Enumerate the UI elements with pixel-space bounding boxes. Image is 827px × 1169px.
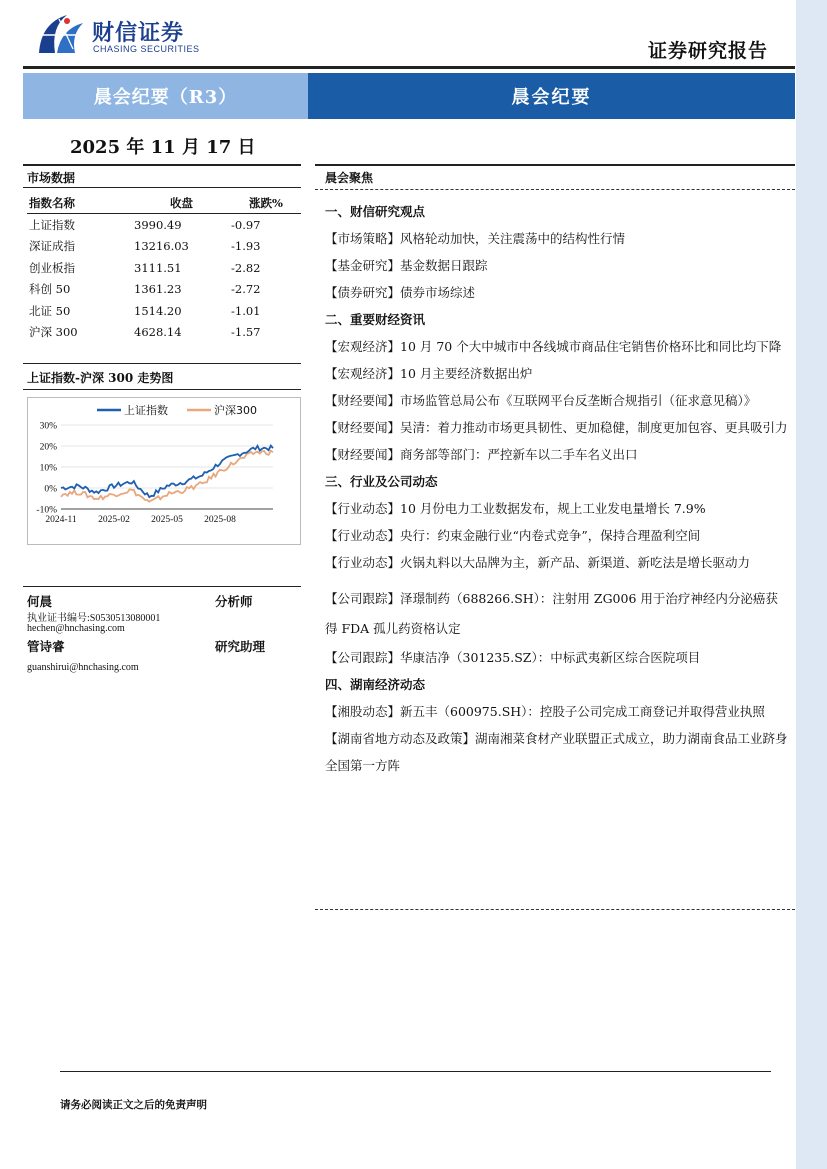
table-row — [27, 322, 301, 344]
table-row — [27, 214, 301, 236]
market-top-rule — [23, 164, 301, 166]
footer-rule — [60, 1071, 771, 1072]
index-change: -2.72 — [231, 282, 261, 297]
index-name: 北证 50 — [29, 303, 71, 318]
index-close: 1514.20 — [134, 303, 182, 318]
index-change: -1.57 — [231, 325, 261, 340]
table-row — [27, 236, 301, 258]
index-name: 深证成指 — [29, 239, 75, 254]
x-tick-label: 2024-11 — [45, 515, 77, 525]
x-tick-label: 2025-02 — [98, 515, 130, 525]
col-header-close: 收盘 — [134, 193, 229, 214]
y-tick-label: 20% — [39, 442, 57, 453]
index-change: -1.01 — [231, 303, 261, 318]
index-name: 沪深 300 — [29, 325, 78, 340]
col-header-name: 指数名称 — [27, 193, 134, 214]
market-title-rule — [23, 187, 301, 188]
analyst-role: 分析师 — [215, 594, 253, 609]
table-row — [27, 279, 301, 301]
news-item: 【债券研究】债券市场综述 — [325, 285, 476, 300]
news-item: 【公司跟踪】华康洁净（301235.SZ）：中标武夷新区综合医院项目 — [325, 650, 701, 665]
right-side-strip — [796, 0, 827, 1169]
x-tick-label: 2025-08 — [204, 515, 236, 525]
news-item: 【基金研究】基金数据日跟踪 — [325, 258, 488, 273]
market-table — [27, 193, 301, 343]
analyst-name: 何晨 — [27, 594, 53, 609]
analyst-cert: 执业证书编号:S0530513080001 — [27, 613, 161, 624]
section-heading: 一、财信研究观点 — [325, 204, 426, 219]
focus-title-rule — [315, 189, 795, 190]
index-change: -1.93 — [231, 239, 261, 254]
assistant-email[interactable]: guanshirui@hnchasing.com — [27, 662, 139, 673]
news-item: 【宏观经济】10 月主要经济数据出炉 — [325, 366, 533, 381]
chart-title: 上证指数-沪深 300 走势图 — [27, 371, 174, 385]
x-tick-label: 2025-05 — [151, 515, 183, 525]
focus-title: 晨会聚焦 — [325, 171, 374, 185]
index-name: 创业板指 — [29, 260, 75, 275]
trend-chart — [27, 397, 301, 545]
section-heading: 二、重要财经资讯 — [325, 312, 426, 327]
band-right-title: 晨会纪要 — [308, 73, 795, 119]
y-tick-label: 10% — [39, 463, 57, 474]
y-tick-label: 30% — [39, 421, 57, 432]
table-row — [27, 257, 301, 279]
index-change: -0.97 — [231, 217, 261, 232]
assistant-role: 研究助理 — [215, 639, 266, 654]
index-close: 13216.03 — [134, 239, 189, 254]
index-name: 上证指数 — [29, 217, 75, 232]
chart-bottom-rule — [23, 586, 301, 587]
index-close: 1361.23 — [134, 282, 182, 297]
index-close: 3990.49 — [134, 217, 182, 232]
legend-label: 沪深300 — [214, 404, 257, 417]
index-name: 科创 50 — [29, 282, 71, 297]
section-heading: 三、行业及公司动态 — [325, 474, 438, 489]
index-close: 3111.51 — [134, 260, 182, 275]
analyst-block — [27, 592, 301, 676]
analyst-email[interactable]: hechen@hnchasing.com — [27, 623, 125, 634]
y-tick-label: 0% — [44, 484, 57, 495]
logo-mark-icon — [37, 13, 85, 57]
index-change: -2.82 — [231, 260, 261, 275]
news-item: 【行业动态】火锅丸料以大品牌为主，新产品、新渠道、新吃法是增长驱动力 — [325, 555, 751, 570]
focus-top-rule — [315, 164, 795, 166]
footer-disclaimer: 请务必阅读正文之后的免责声明 — [60, 1099, 207, 1111]
assistant-name: 管诗睿 — [27, 639, 65, 654]
news-item: 【行业动态】央行：约束金融行业“内卷式竞争”，保持合理盈利空间 — [325, 528, 701, 543]
news-item: 【湖南省地方动态及政策】湖南湘菜食材产业联盟正式成立，助力湖南食品工业跻身全国第一方阵 — [325, 731, 788, 773]
news-item: 【财经要闻】吴清：着力推动市场更具韧性、更加稳健，制度更加包容、更具吸引力 — [325, 420, 788, 435]
focus-content — [325, 198, 790, 779]
news-item: 【公司跟踪】泽璟制药（688266.SH）：注射用 ZG006 用于治疗神经内分泌癌获得 FDA 孤儿药资格认定 — [325, 591, 778, 636]
y-tick-label: -10% — [36, 505, 57, 516]
report-type-label: 证券研究报告 — [648, 40, 769, 62]
band-left-title: 晨会纪要（R3） — [23, 73, 308, 119]
table-row — [27, 300, 301, 322]
market-title: 市场数据 — [27, 171, 76, 185]
legend-label: 上证指数 — [124, 404, 168, 417]
news-item: 【行业动态】10 月份电力工业数据发布，规上工业发电量增长 7.9% — [325, 501, 706, 516]
logo-text-cn: 财信证券 — [92, 21, 185, 46]
header-rule — [23, 66, 795, 69]
news-item: 【财经要闻】市场监管总局公布《互联网平台反垄断合规指引（征求意见稿）》 — [325, 393, 757, 408]
logo-text-en: CHASING SECURITIES — [93, 44, 200, 54]
report-date: 2025 年 11 月 17 日 — [70, 137, 256, 158]
chart-top-rule — [23, 363, 301, 364]
chart-title-rule — [23, 389, 301, 390]
news-item: 【财经要闻】商务部等部门：严控新车以二手车名义出口 — [325, 447, 638, 462]
news-item: 【湘股动态】新五丰（600975.SH）：控股子公司完成工商登记并取得营业执照 — [325, 704, 765, 719]
col-header-change: 涨跌% — [229, 193, 301, 214]
news-item: 【宏观经济】10 月 70 个大中城市中各线城市商品住宅销售价格环比和同比均下降 — [325, 339, 782, 354]
news-item: 【市场策略】风格轮动加快，关注震荡中的结构性行情 — [325, 231, 626, 246]
focus-bottom-rule — [315, 909, 795, 910]
index-close: 4628.14 — [134, 325, 182, 340]
section-heading: 四、湖南经济动态 — [325, 677, 426, 692]
